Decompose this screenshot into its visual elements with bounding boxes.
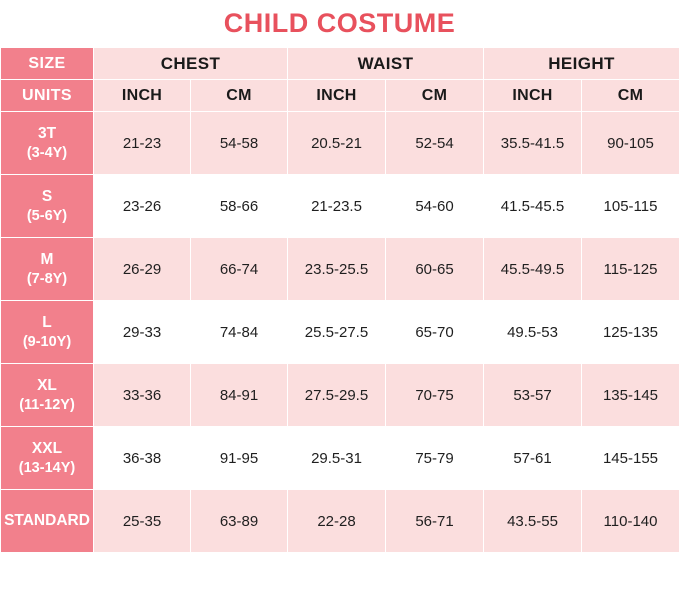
units-header: UNITS	[1, 80, 94, 112]
row-size-label	[1, 175, 94, 238]
table-cell: 145-155	[582, 427, 679, 490]
table-cell: 56-71	[386, 490, 484, 553]
size-name: M	[40, 251, 54, 269]
table-cell: 41.5-45.5	[484, 175, 582, 238]
table-cell: 25-35	[94, 490, 191, 553]
size-name: S	[41, 188, 53, 206]
table-row	[1, 490, 679, 553]
table-row	[1, 238, 679, 301]
table-row	[1, 364, 679, 427]
table-cell: 45.5-49.5	[484, 238, 582, 301]
row-size-label	[1, 301, 94, 364]
table-cell: 29-33	[94, 301, 191, 364]
table-cell: 54-58	[191, 112, 288, 175]
table-cell: 23-26	[94, 175, 191, 238]
table-row	[1, 301, 679, 364]
table-cell: 43.5-55	[484, 490, 582, 553]
units-height-inch: INCH	[484, 80, 582, 112]
table-cell: 84-91	[191, 364, 288, 427]
table-cell: 52-54	[386, 112, 484, 175]
row-size-label	[1, 238, 94, 301]
table-cell: 33-36	[94, 364, 191, 427]
table-cell: 91-95	[191, 427, 288, 490]
table-cell: 23.5-25.5	[288, 238, 386, 301]
group-header-row	[1, 48, 679, 80]
table-cell: 57-61	[484, 427, 582, 490]
table-cell: 26-29	[94, 238, 191, 301]
table-cell: 53-57	[484, 364, 582, 427]
table-cell: 125-135	[582, 301, 679, 364]
table-cell: 63-89	[191, 490, 288, 553]
units-chest-inch: INCH	[94, 80, 191, 112]
table-cell: 105-115	[582, 175, 679, 238]
units-chest-cm: CM	[191, 80, 288, 112]
group-header-waist: WAIST	[288, 48, 484, 80]
size-age-range: (5-6Y)	[26, 207, 68, 224]
row-size-label	[1, 490, 94, 553]
row-size-label	[1, 112, 94, 175]
group-header-chest: CHEST	[94, 48, 288, 80]
size-age-range: (7-8Y)	[26, 270, 68, 287]
table-row	[1, 112, 679, 175]
units-height-cm: CM	[582, 80, 679, 112]
units-waist-inch: INCH	[288, 80, 386, 112]
table-cell: 54-60	[386, 175, 484, 238]
table-cell: 35.5-41.5	[484, 112, 582, 175]
table-cell: 60-65	[386, 238, 484, 301]
table-row	[1, 175, 679, 238]
page-title: CHILD COSTUME	[223, 8, 456, 38]
table-cell: 21-23.5	[288, 175, 386, 238]
table-cell: 115-125	[582, 238, 679, 301]
size-age-range: (9-10Y)	[22, 333, 72, 350]
table-cell: 58-66	[191, 175, 288, 238]
table-cell: 20.5-21	[288, 112, 386, 175]
units-waist-cm: CM	[386, 80, 484, 112]
units-header-row	[1, 80, 679, 112]
table-cell: 110-140	[582, 490, 679, 553]
table-cell: 66-74	[191, 238, 288, 301]
table-cell: 29.5-31	[288, 427, 386, 490]
table-cell: 49.5-53	[484, 301, 582, 364]
size-age-range: (3-4Y)	[26, 144, 68, 161]
size-name: XXL	[31, 440, 63, 458]
table-cell: 90-105	[582, 112, 679, 175]
size-age-range: (11-12Y)	[19, 396, 75, 413]
size-name: L	[42, 314, 52, 332]
table-cell: 70-75	[386, 364, 484, 427]
table-cell: 22-28	[288, 490, 386, 553]
row-size-label	[1, 364, 94, 427]
table-row	[1, 427, 679, 490]
table-cell: 25.5-27.5	[288, 301, 386, 364]
table-cell: 75-79	[386, 427, 484, 490]
group-header-height: HEIGHT	[484, 48, 679, 80]
table-cell: 135-145	[582, 364, 679, 427]
size-age-range: (13-14Y)	[18, 459, 76, 476]
table-cell: 65-70	[386, 301, 484, 364]
table-cell: 74-84	[191, 301, 288, 364]
table-cell: 27.5-29.5	[288, 364, 386, 427]
size-name: STANDARD	[4, 512, 90, 530]
table-cell: 21-23	[94, 112, 191, 175]
size-name: 3T	[37, 125, 57, 143]
table-cell: 36-38	[94, 427, 191, 490]
row-size-label	[1, 427, 94, 490]
size-chart-table	[0, 47, 679, 553]
size-header: SIZE	[1, 48, 94, 80]
size-name: XL	[37, 377, 57, 395]
